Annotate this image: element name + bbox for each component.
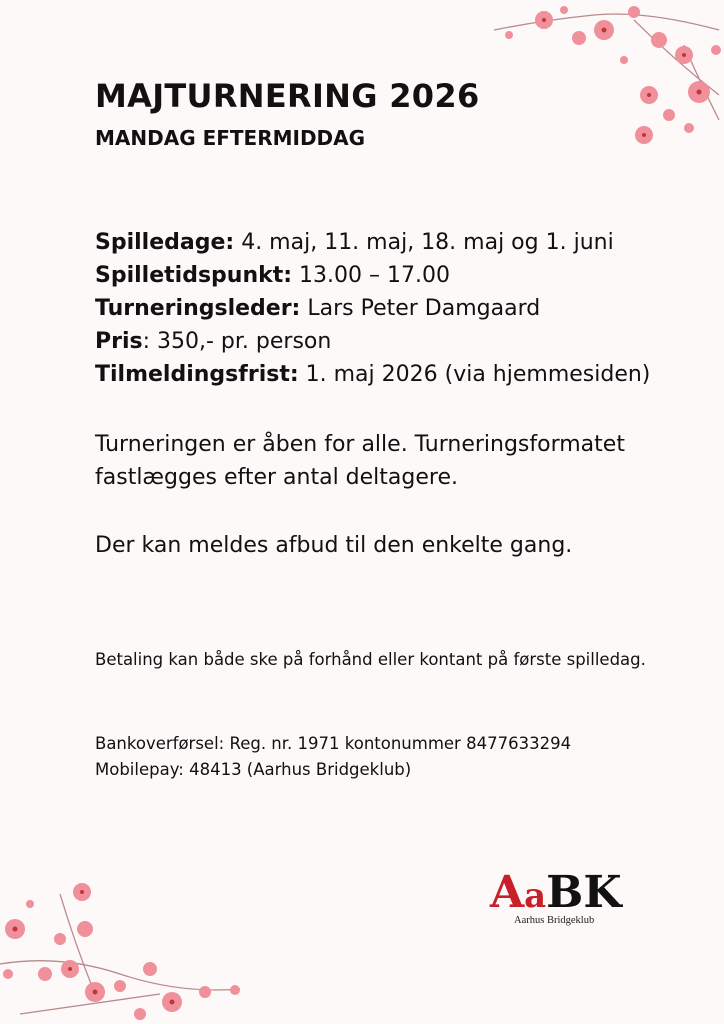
detail-play-dates <box>95 226 715 259</box>
detail-price <box>95 325 715 358</box>
detail-value: 1. maj 2026 (via hjemmesiden) <box>298 362 651 387</box>
detail-value: 4. maj, 11. maj, 18. maj og 1. juni <box>234 230 614 255</box>
detail-director <box>95 292 715 325</box>
detail-label: Turneringsleder: <box>95 296 301 321</box>
detail-value: : 350,- pr. person <box>142 329 332 354</box>
cherry-blossom-decoration-bottom-left <box>0 874 250 1024</box>
detail-label: Spilledage: <box>95 230 235 255</box>
detail-label: Spilletidspunkt: <box>95 263 293 288</box>
cherry-blossom-decoration-top-right <box>484 0 724 150</box>
page-title: MAJTURNERING 2026 <box>95 77 480 115</box>
page-subtitle: MANDAG EFTERMIDDAG <box>95 126 366 150</box>
detail-label: Tilmeldingsfrist: <box>95 362 299 387</box>
detail-value: 13.00 – 17.00 <box>292 263 451 288</box>
logo-letter-a-lower: a <box>524 876 547 916</box>
logo-letter-a-upper: A <box>490 867 525 918</box>
payment-details <box>95 731 655 783</box>
detail-play-time <box>95 259 715 292</box>
tournament-details <box>95 226 715 391</box>
detail-registration-deadline <box>95 358 715 391</box>
payment-note: Betaling kan både ske på forhånd eller kontant på første spilledag. <box>95 650 646 669</box>
open-for-all-paragraph: Turneringen er åben for alle. Turneringsformatet fastlægges efter antal deltagere. <box>95 432 625 490</box>
logo-subtitle: Aarhus Bridgeklub <box>514 915 595 926</box>
logo-letters-bk: BK <box>546 867 622 918</box>
cancellation-paragraph: Der kan meldes afbud til den enkelte gang. <box>95 533 573 558</box>
mobilepay-line: Mobilepay: 48413 (Aarhus Bridgeklub) <box>95 760 412 779</box>
detail-label: Pris <box>95 329 143 354</box>
logo-wordmark <box>490 868 622 921</box>
club-logo <box>490 868 630 930</box>
bank-transfer-line: Bankoverførsel: Reg. nr. 1971 kontonummer 8477633294 <box>95 734 572 753</box>
detail-value: Lars Peter Damgaard <box>300 296 541 321</box>
